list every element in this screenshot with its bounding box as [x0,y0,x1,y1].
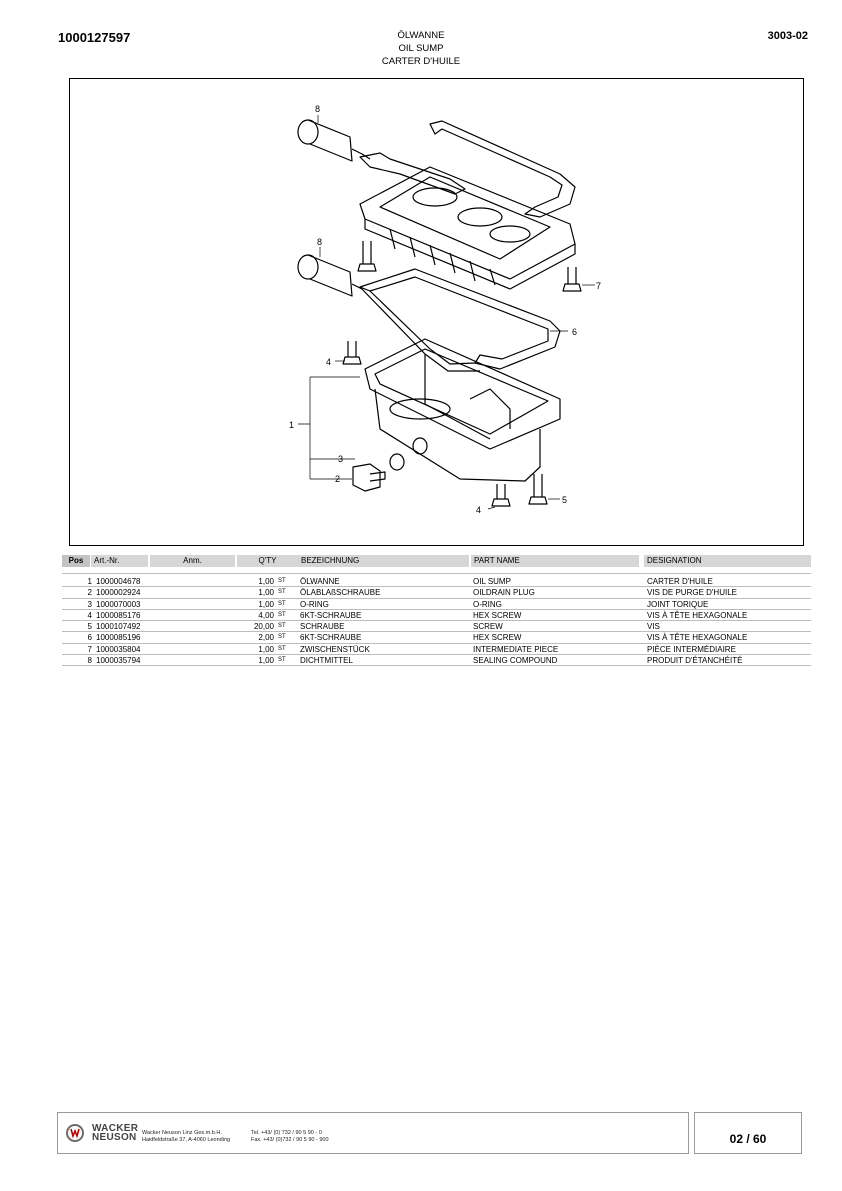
oil-sump-diagram [70,79,805,547]
cell-bez: O-RING [300,599,329,609]
cell-qty: 20,00 [253,622,274,632]
cell-art: 1000002924 [96,588,141,598]
cell-part: HEX SCREW [473,610,522,620]
cell-bez: ZWISCHENSTÜCK [300,644,370,654]
cell-art: 1000107492 [96,622,141,632]
title-en: OIL SUMP [398,43,444,54]
cell-art: 1000004678 [96,577,141,586]
cell-pos: 8 [87,656,92,666]
cell-unit: ST [278,657,286,664]
page-title [0,29,842,68]
company-address: Haidfeldstraße 37, A-4060 Leonding [142,1137,231,1143]
intermediate-piece-gasket [360,121,575,217]
cell-des: VIS À TÊTE HEXAGONALE [647,633,748,643]
title-de: ÖLWANNE [397,30,445,41]
col-qty: Q'TY [237,555,298,567]
cell-qty: 1,00 [258,588,274,598]
col-pos: Pos [62,555,90,567]
col-des: DESIGNATION [644,555,811,567]
callout-5: 5 [562,495,568,505]
callout-7: 7 [596,281,602,291]
cell-qty: 1,00 [258,599,274,609]
oil-sump-body [365,339,560,481]
table-row [62,655,811,666]
cell-pos: 2 [87,588,92,598]
company-name: Wacker Neuson Linz Ges.m.b.H. [142,1130,222,1136]
sealing-compound-tube-lower [298,255,362,296]
cell-bez: SCHRAUBE [300,622,345,632]
page-footer [57,1112,689,1154]
cell-part: SEALING COMPOUND [473,656,558,666]
hex-screw-4-lower [492,484,510,506]
cell-part: SCREW [473,622,503,632]
cell-des: CARTER D'HUILE [647,577,713,586]
cell-pos: 1 [87,577,92,586]
cell-bez: 6KT-SCHRAUBE [300,633,362,643]
w-mark-icon [70,1126,80,1140]
cell-unit: ST [278,578,286,584]
cell-unit: ST [278,589,286,596]
table-row [62,576,811,587]
hex-screw-7 [563,267,581,291]
document-number: 1000127597 [58,30,131,45]
title-fr: CARTER D'HUILE [381,56,461,67]
cell-pos: 3 [87,599,92,609]
hex-screw-4-upper [343,341,361,364]
col-bez: BEZEICHNUNG [298,555,469,567]
cell-art: 1000085176 [96,610,141,620]
brand-line-1: WACKER [92,1123,139,1134]
cell-bez: ÖLWANNE [300,577,340,586]
col-art: Art.-Nr. [91,555,148,567]
cell-part: OILDRAIN PLUG [473,588,535,598]
callout-4-upper: 4 [326,357,332,367]
table-top-rule [62,573,811,574]
cell-des: VIS À TÊTE HEXAGONALE [647,610,748,620]
oil-drain-plug [353,464,385,491]
cell-art: 1000035804 [96,644,141,654]
cell-bez: DICHTMITTEL [300,656,353,666]
callout-3: 3 [338,454,344,464]
callout-1: 1 [289,420,295,430]
table-row [62,644,811,655]
cell-pos: 7 [87,644,92,654]
callout-2: 2 [335,474,341,484]
cell-unit: ST [278,634,286,641]
cell-part: INTERMEDIATE PIECE [473,644,559,654]
callout-labels [289,104,601,515]
cell-des: PRODUIT D'ÉTANCHÉITÉ [647,656,743,666]
table-row [62,632,811,643]
hex-screw-5 [529,474,547,504]
oil-sump-gasket [360,269,560,371]
cell-des: PIÈCE INTERMÉDIAIRE [647,644,736,654]
company-fax: Fax. +43/ (0)732 / 90 5 90 - 900 [251,1137,329,1143]
cell-des: VIS DE PURGE D'HUILE [647,588,737,598]
intermediate-piece [360,167,575,289]
o-ring [390,454,404,470]
cell-qty: 4,00 [258,610,274,620]
cell-part: OIL SUMP [473,577,511,586]
cell-part: HEX SCREW [473,633,522,643]
cell-des: VIS [647,622,660,632]
table-row [62,587,811,598]
cell-bez: 6KT-SCHRAUBE [300,610,362,620]
cell-pos: 6 [87,633,92,643]
sealing-compound-tube-upper [298,120,370,161]
cell-pos: 5 [87,622,92,632]
cell-part: O-RING [473,599,502,609]
cell-qty: 1,00 [258,577,274,586]
cell-unit: ST [278,611,286,618]
parts-table-body [62,576,811,666]
parts-table-header [62,555,811,568]
cell-art: 1000085196 [96,633,141,643]
page-number: 02 / 60 [694,1112,802,1154]
table-row [62,621,811,632]
callout-6: 6 [572,327,578,337]
cell-qty: 1,00 [258,644,274,654]
col-part: PART NAME [471,555,639,567]
callout-8-lower: 8 [317,237,323,247]
company-tel: Tel. +43/ (0) 732 / 90 5 90 - 0 [251,1130,322,1136]
brand-line-2: NEUSON [92,1132,137,1143]
section-code: 3003-02 [767,30,808,42]
cell-art: 1000035794 [96,656,141,666]
cell-art: 1000070003 [96,599,141,609]
table-row [62,610,811,621]
col-anm: Anm. [150,555,235,567]
exploded-view-drawing [69,78,804,546]
cell-qty: 1,00 [258,656,274,666]
cell-des: JOINT TORIQUE [647,599,709,609]
hex-screw-upper-left [358,241,376,271]
cell-unit: ST [278,600,286,607]
table-row [62,599,811,610]
cell-unit: ST [278,645,286,652]
cell-qty: 2,00 [258,633,274,643]
callout-4-lower: 4 [476,505,482,515]
callout-8-upper: 8 [315,104,321,114]
cell-unit: ST [278,623,286,630]
cell-bez: ÖLABLAßSCHRAUBE [300,588,381,598]
cell-pos: 4 [87,610,92,620]
wacker-neuson-logo-icon [66,1124,84,1142]
